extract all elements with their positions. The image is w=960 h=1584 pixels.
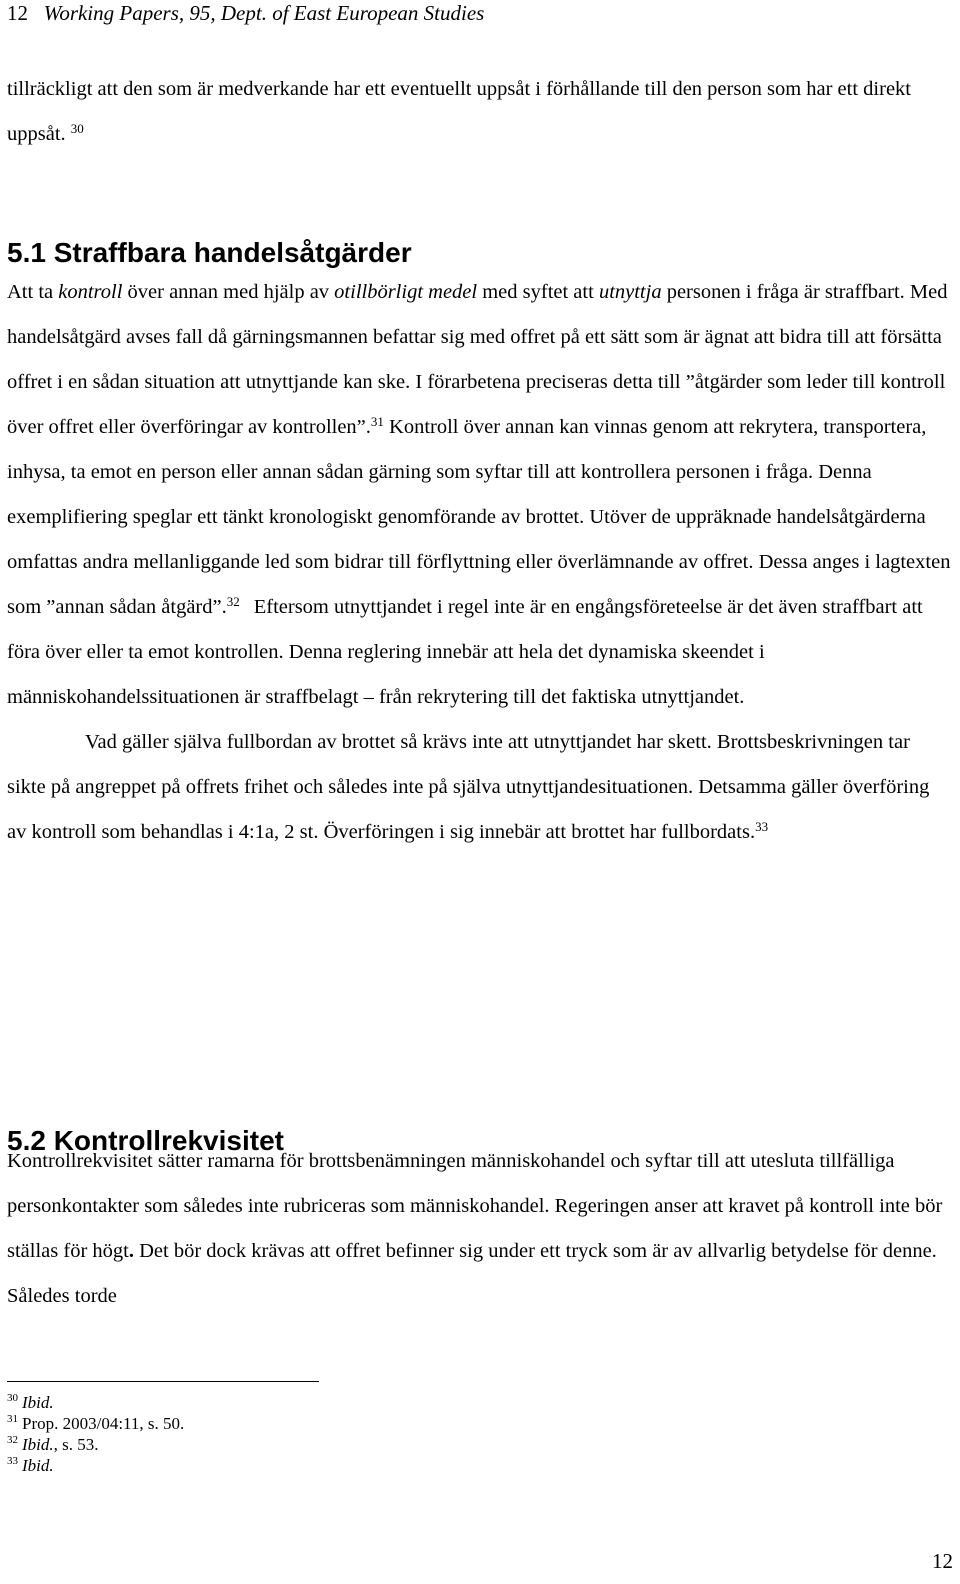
text-run: Kontrollrekvisitet sätter ramarna för brottsbenämningen människohandel och syftar till att utesluta tillfälliga personkontakter som således inte rubriceras som människohandel. Regeringen anser att kravet på kontroll inte bör ställas för högt <box>7 1150 943 1262</box>
section-heading-5-1: 5.1 Straffbara handelsåtgärder <box>7 237 412 268</box>
text-run: över annan med hjälp av <box>122 281 335 303</box>
emphasis-otillborligt-medel: otillbörligt medel <box>334 281 478 303</box>
paragraph-text: tillräckligt att den som är medverkande har ett eventuellt uppsåt i förhållande till den person som har ett direkt uppsåt. <box>7 78 911 145</box>
footnote-ref-33[interactable]: 33 <box>755 818 769 834</box>
footnote-text: Prop. 2003/04:11, s. 50. <box>22 1414 185 1433</box>
footnote-33 <box>7 1455 184 1476</box>
header-page-number: 12 <box>7 1 28 25</box>
footnote-italic-text: Ibid. <box>22 1393 54 1412</box>
document-page <box>7 0 953 1584</box>
text-run-bold-period: . <box>128 1240 134 1262</box>
emphasis-kontroll: kontroll <box>58 281 123 303</box>
section-5-1-paragraph-2: Vad gäller själva fullbordan av brottet så krävs inte att utnyttjandet har skett. Brottsbeskrivningen tar sikte på angreppet på offrets frihet och således inte på själva utnyttjandesituationen. Detsamma gäller överföring av kontroll som behandlas i 4:1a, 2 st. Överföringen i sig innebär att brottet har fullbordats. <box>7 731 930 843</box>
footnote-ref-30[interactable]: 30 <box>70 120 84 136</box>
running-header <box>7 0 484 26</box>
footnote-number: 31 <box>7 1413 18 1426</box>
footnote-30 <box>7 1392 184 1413</box>
emphasis-utnyttja: utnyttja <box>598 281 662 303</box>
footnote-text: , s. 53. <box>53 1435 99 1454</box>
page-number: 12 <box>932 1549 953 1573</box>
footnote-italic-text: Ibid. <box>22 1456 54 1475</box>
footnote-32 <box>7 1434 184 1455</box>
footnote-number: 30 <box>7 1392 18 1405</box>
header-title: Working Papers, 95, Dept. of East European Studies <box>43 1 485 25</box>
footnote-ref-31[interactable]: 31 <box>370 413 384 429</box>
paragraph-continuation <box>7 67 953 157</box>
footnote-separator <box>7 1381 319 1382</box>
footnotes <box>7 1392 184 1476</box>
footnote-ref-32[interactable]: 32 <box>226 593 240 609</box>
section-5-1-paragraph-1 <box>7 270 953 855</box>
text-run: Kontroll över annan kan vinnas genom att rekrytera, transportera, inhysa, ta emot en person eller annan sådan gärning som syftar till att kontrollera personen i fråga. Denna exemplifiering speglar ett tänkt kronologiskt genomförande av brottet. Utöver de uppräknade handelsåtgärderna omfattas andra mellanliggande led som bidrar till förflyttning eller överlämnande av offret. Dessa anges i lagtexten som ”annan sådan åtgärd”. <box>7 416 951 618</box>
text-run: Att ta <box>7 281 59 303</box>
section-heading-5-2: 5.2 Kontrollrekvisitet <box>7 1125 284 1156</box>
text-run: med syftet att <box>477 281 599 303</box>
text-run: personen i fråga är straffbart. Med handelsåtgärd avses fall då gärningsmannen befattar sig med offret på ett sätt som är ägnat att bidra till att försätta offret i en sådan situation att utnyttjande kan ske. I förarbetena preciseras detta till ”åtgärder som leder till kontroll över offret eller överföringar av kontrollen”. <box>7 281 948 438</box>
text-run: Eftersom utnyttjandet i regel inte är en engångsföreteelse är det även straffbart att föra över eller ta emot kontrollen. Denna reglering innebär att hela det dynamiska skeendet i människohandelssituationen är straffbelagt – från rekrytering till det faktiska utnyttjandet. <box>7 596 923 708</box>
footnote-number: 33 <box>7 1455 18 1468</box>
footnote-italic-text: Ibid. <box>22 1435 54 1454</box>
section-5-2-paragraph-1 <box>7 1139 953 1319</box>
footnote-number: 32 <box>7 1434 18 1447</box>
footnote-31 <box>7 1413 184 1434</box>
text-run: Det bör dock krävas att offret befinner sig under ett tryck som är av allvarlig betydelse för denne. Således torde <box>7 1240 937 1307</box>
